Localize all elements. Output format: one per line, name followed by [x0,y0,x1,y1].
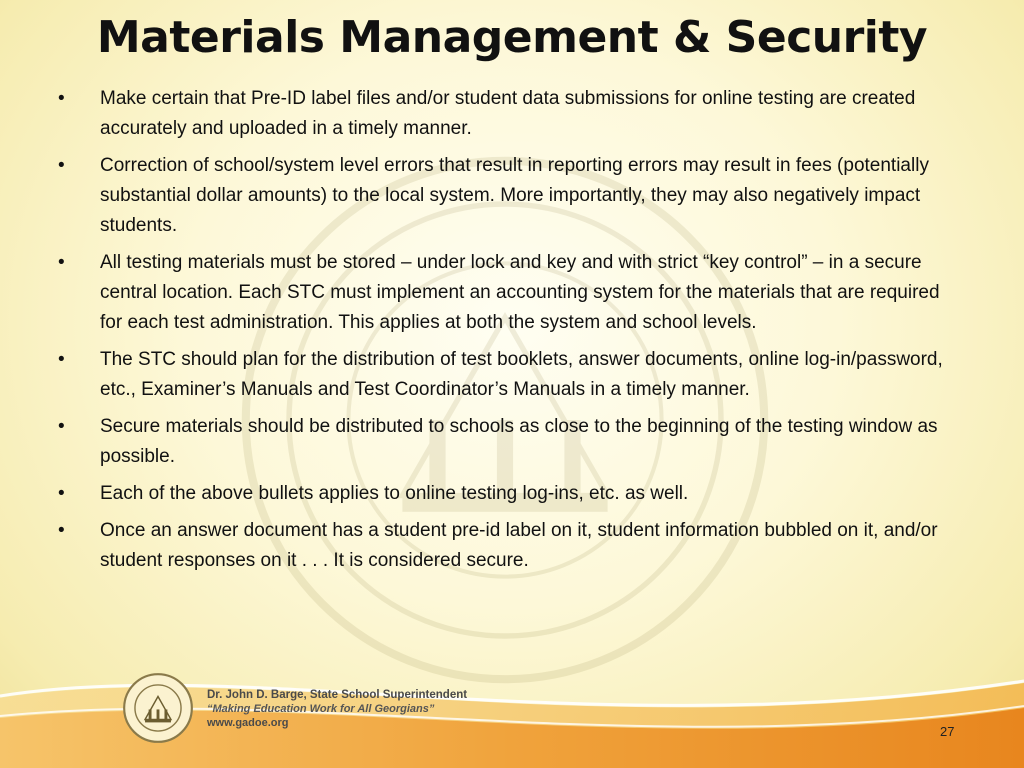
bullet-icon: • [58,349,65,370]
footer-motto: “Making Education Work for All Georgians” [207,703,435,715]
department-of-education-seal-icon [122,672,194,744]
bullet-icon: • [58,520,65,541]
bullet-icon: • [58,483,65,504]
bullet-text: Once an answer document has a student pre-id label on it, student information bubbled on it, and/or student responses on it . . . It is considered secure. [100,520,938,571]
footer-website-link[interactable]: www.gadoe.org [207,717,289,729]
bullet-icon: • [58,88,65,109]
bullet-item [54,345,954,405]
footer-credits [207,688,467,730]
slide-title: Materials Management & Security [96,12,928,63]
bullet-text: Each of the above bullets applies to online testing log-ins, etc. as well. [100,483,689,504]
bullet-text: All testing materials must be stored – under lock and key and with strict “key control” – in a secure central location. Each STC must implement an accounting system for the materials that are required for each test administration. This applies at both the system and school levels. [100,252,940,333]
bullet-item [54,248,954,338]
bullet-item [54,151,954,241]
bullet-text: Correction of school/system level errors that result in reporting errors may result in fees (potentially substantial dollar amounts) to the local system. More importantly, they may also negatively impact students. [100,155,929,236]
bullet-item [54,412,954,472]
bullet-list [54,84,954,583]
bullet-icon: • [58,252,65,273]
footer-superintendent: Dr. John D. Barge, State School Superintendent [207,689,468,701]
bullet-text: The STC should plan for the distribution of test booklets, answer documents, online log-in/password, etc., Examiner’s Manuals and Test Coordinator’s Manuals in a timely manner. [100,349,943,400]
bullet-item [54,84,954,144]
bullet-item [54,479,954,509]
bullet-icon: • [58,416,65,437]
bullet-icon: • [58,155,65,176]
bullet-text: Make certain that Pre-ID label files and/or student data submissions for online testing are created accurately and uploaded in a timely manner. [100,88,916,139]
bullet-item [54,516,954,576]
bullet-text: Secure materials should be distributed to schools as close to the beginning of the testing window as possible. [100,416,938,467]
page-number: 27 [940,724,955,739]
